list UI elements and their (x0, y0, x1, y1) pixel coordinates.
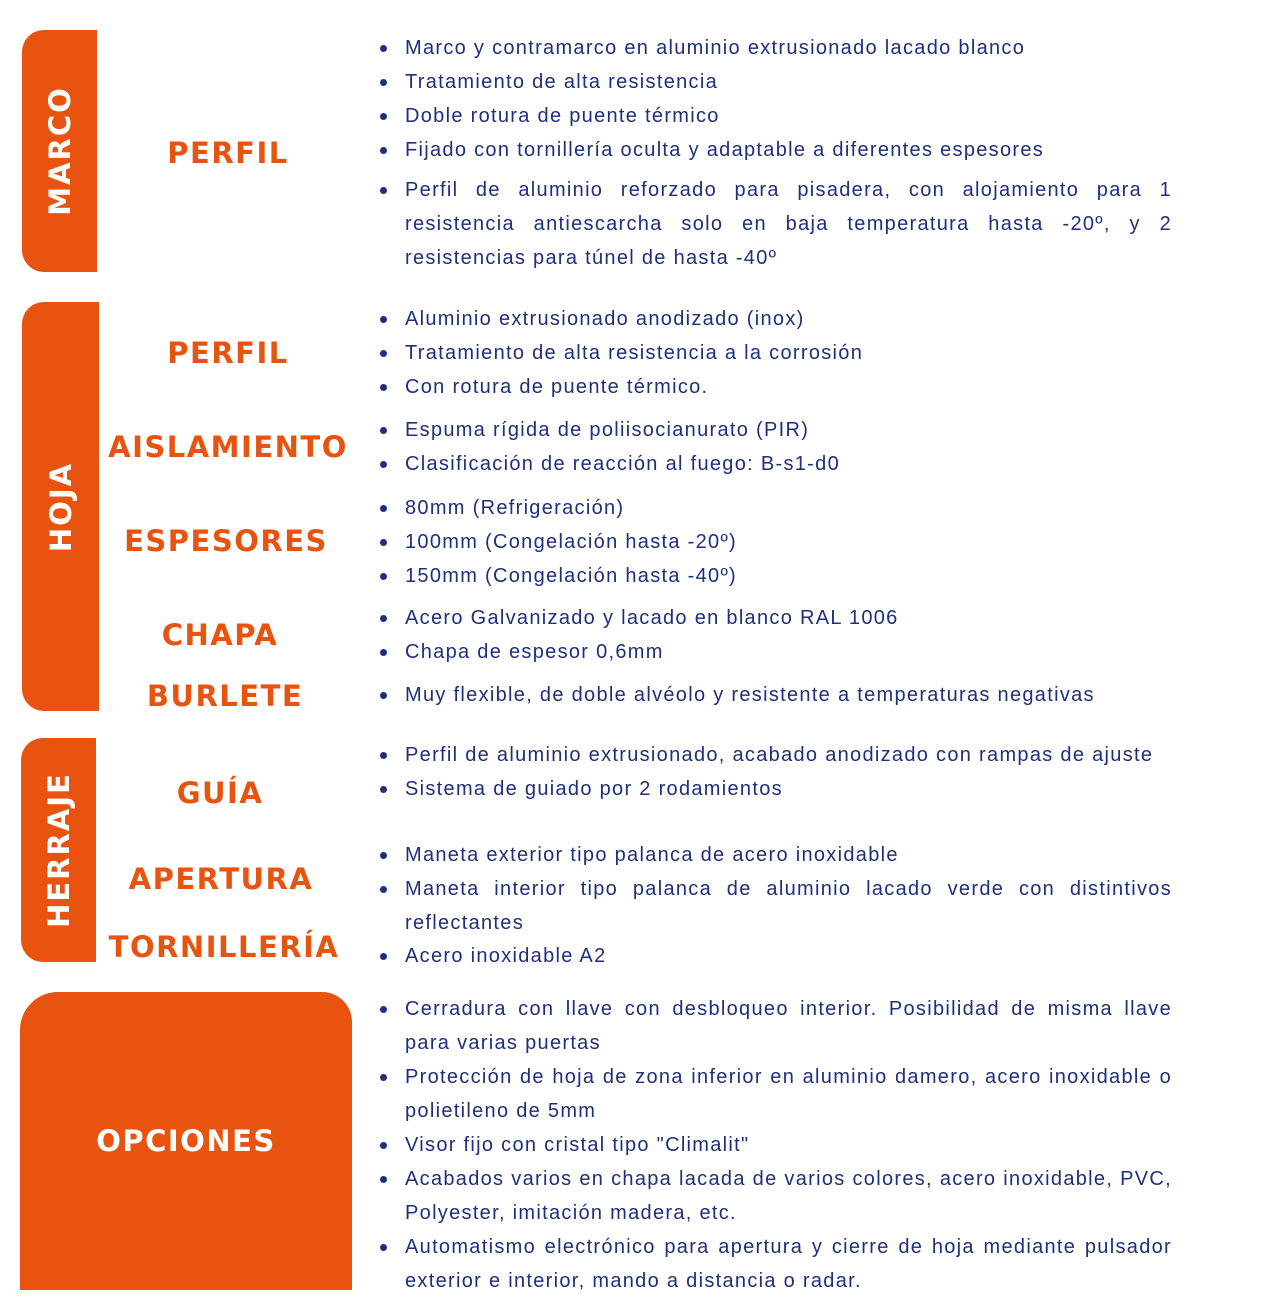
hoja-espesores-list (378, 491, 1172, 593)
list-item: Cerradura con llave con desbloqueo interior. Posibilidad de misma llave para varias puertas (378, 992, 1172, 1060)
list-item: Clasificación de reacción al fuego: B-s1-d0 (378, 447, 1172, 481)
hoja-section-title: HOJA (43, 461, 78, 552)
list-item: Tratamiento de alta resistencia (378, 65, 1172, 99)
hoja-burlete-list (378, 678, 1172, 712)
list-item: Acero Galvanizado y lacado en blanco RAL 1006 (378, 601, 1172, 635)
list-item: Perfil de aluminio reforzado para pisadera, con alojamiento para 1 resistencia antiescarcha solo en baja temperatura hasta -20º, y 2 resistencias para túnel de hasta -40º (378, 173, 1172, 275)
marco-section-title: MARCO (42, 86, 77, 216)
opciones-section-box (20, 992, 352, 1290)
list-item: Sistema de guiado por 2 rodamientos (378, 772, 1172, 806)
hoja-aislamiento-list (378, 413, 1172, 481)
list-item: Acero inoxidable A2 (378, 939, 1172, 973)
hoja-chapa-label: CHAPA (161, 618, 279, 652)
hoja-burlete-label: BURLETE (146, 679, 304, 713)
herraje-tornilleria-list (378, 939, 1172, 973)
herraje-apertura-list (378, 838, 1172, 940)
list-item: Protección de hoja de zona inferior en aluminio damero, acero inoxidable o polietileno de 5mm (378, 1060, 1172, 1128)
opciones-section-title: OPCIONES (96, 1124, 276, 1158)
list-item: 100mm (Congelación hasta -20º) (378, 525, 1172, 559)
list-item: Muy flexible, de doble alvéolo y resistente a temperaturas negativas (378, 678, 1172, 712)
marco-perfil-label: PERFIL (167, 136, 289, 170)
list-item: Aluminio extrusionado anodizado (inox) (378, 302, 1172, 336)
hoja-aislamiento-label: AISLAMIENTO (108, 430, 348, 464)
list-item: Maneta interior tipo palanca de aluminio lacado verde con distintivos reflectantes (378, 872, 1172, 940)
list-item: Marco y contramarco en aluminio extrusionado lacado blanco (378, 31, 1172, 65)
hoja-espesores-label: ESPESORES (124, 524, 328, 558)
list-item: Visor fijo con cristal tipo "Climalit" (378, 1128, 1172, 1162)
herraje-section-tab (21, 738, 96, 962)
list-item: Chapa de espesor 0,6mm (378, 635, 1172, 669)
herraje-guia-list (378, 738, 1172, 806)
herraje-tornilleria-label: TORNILLERÍA (108, 930, 340, 964)
hoja-perfil-list (378, 302, 1172, 404)
list-item: Espuma rígida de poliisocianurato (PIR) (378, 413, 1172, 447)
list-item: Tratamiento de alta resistencia a la corrosión (378, 336, 1172, 370)
list-item: Acabados varios en chapa lacada de varios colores, acero inoxidable, PVC, Polyester, imitación madera, etc. (378, 1162, 1172, 1230)
list-item: Maneta exterior tipo palanca de acero inoxidable (378, 838, 1172, 872)
list-item: Automatismo electrónico para apertura y cierre de hoja mediante pulsador exterior e interior, mando a distancia o radar. (378, 1230, 1172, 1298)
herraje-guia-label: GUÍA (176, 776, 264, 810)
opciones-list (378, 992, 1172, 1298)
herraje-apertura-label: APERTURA (128, 862, 314, 896)
list-item: Fijado con tornillería oculta y adaptable a diferentes espesores (378, 133, 1172, 167)
list-item: Perfil de aluminio extrusionado, acabado anodizado con rampas de ajuste (378, 738, 1172, 772)
hoja-perfil-label: PERFIL (167, 336, 289, 370)
hoja-chapa-list (378, 601, 1172, 669)
marco-perfil-list (378, 31, 1172, 275)
list-item: 150mm (Congelación hasta -40º) (378, 559, 1172, 593)
list-item: Con rotura de puente térmico. (378, 370, 1172, 404)
list-item: 80mm (Refrigeración) (378, 491, 1172, 525)
herraje-section-title: HERRAJE (41, 772, 76, 928)
list-item: Doble rotura de puente térmico (378, 99, 1172, 133)
